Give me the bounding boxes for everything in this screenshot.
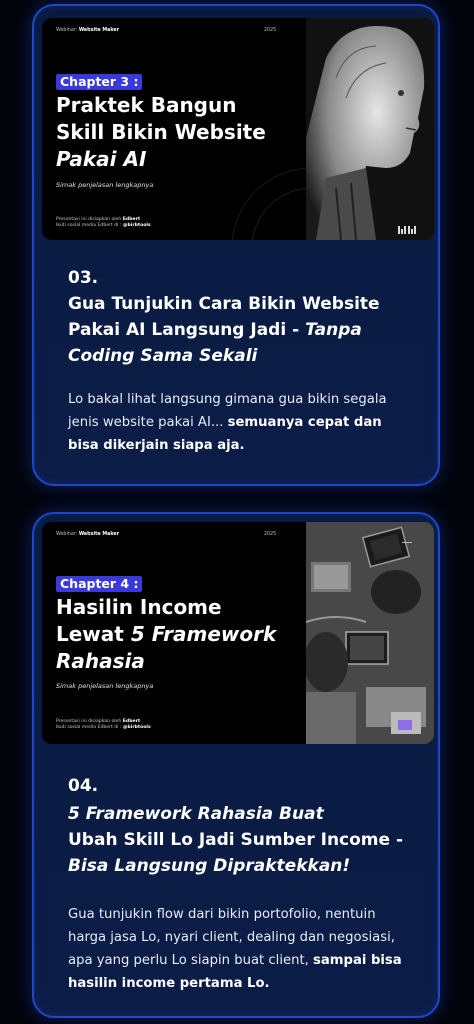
people-with-laptops-icon — [306, 522, 434, 744]
section-number: 04. — [68, 776, 99, 796]
section-heading: 5 Framework Rahasia Buat Ubah Skill Lo Jadi Sumber Income - Bisa Langsung Dipraktekkan! — [68, 804, 404, 876]
chapter-badge: Chapter 3 : — [56, 74, 142, 90]
robot-head-icon — [306, 18, 434, 240]
slide-year: 2025 — [264, 532, 277, 537]
slide-year: 2025 — [264, 28, 277, 33]
slide-subtitle: Simak penjelasan lengkapnya — [56, 682, 154, 690]
section-description: Lo bakal lihat langsung gimana gua bikin segala jenis website pakai AI... semuanya cepat dan bisa dikerjain siapa aja. — [68, 392, 387, 453]
section-heading: Gua Tunjukin Cara Bikin Website Pakai AI Langsung Jadi - Tanpa Coding Sama Sekali — [68, 294, 380, 366]
chapter-3-slide — [42, 18, 434, 240]
slide-title: Hasilin Income Lewat 5 Framework Rahasia — [56, 595, 277, 673]
slide-subtitle: Simak penjelasan lengkapnya — [56, 181, 154, 189]
section-number: 03. — [68, 268, 99, 288]
slide-title: Praktek Bangun Skill Bikin Website Pakai AI — [56, 93, 266, 171]
slide-footer: Presentasi ini disiapkan oleh Edbert Ikuti sosial media Edbert di : @birbtools — [56, 719, 151, 730]
chapter-4-card — [32, 512, 440, 1018]
section-description: Gua tunjukin flow dari bikin portofolio, nentuin harga jasa Lo, nyari client, dealing dan negosiasi, apa yang perlu Lo siapin buat client, sampai bisa hasilin income pertama Lo. — [68, 907, 402, 991]
chapter-badge: Chapter 4 : — [56, 576, 142, 592]
slide-webinar-label: Webinar: Website Maker — [56, 28, 120, 33]
chapter-3-card — [32, 4, 440, 486]
chapter-4-slide — [42, 522, 434, 744]
slide-webinar-label: Webinar: Website Maker — [56, 532, 120, 537]
slide-footer: Presentasi ini disiapkan oleh Edbert Ikuti sosial media Edbert di : @birbtools — [56, 217, 151, 228]
